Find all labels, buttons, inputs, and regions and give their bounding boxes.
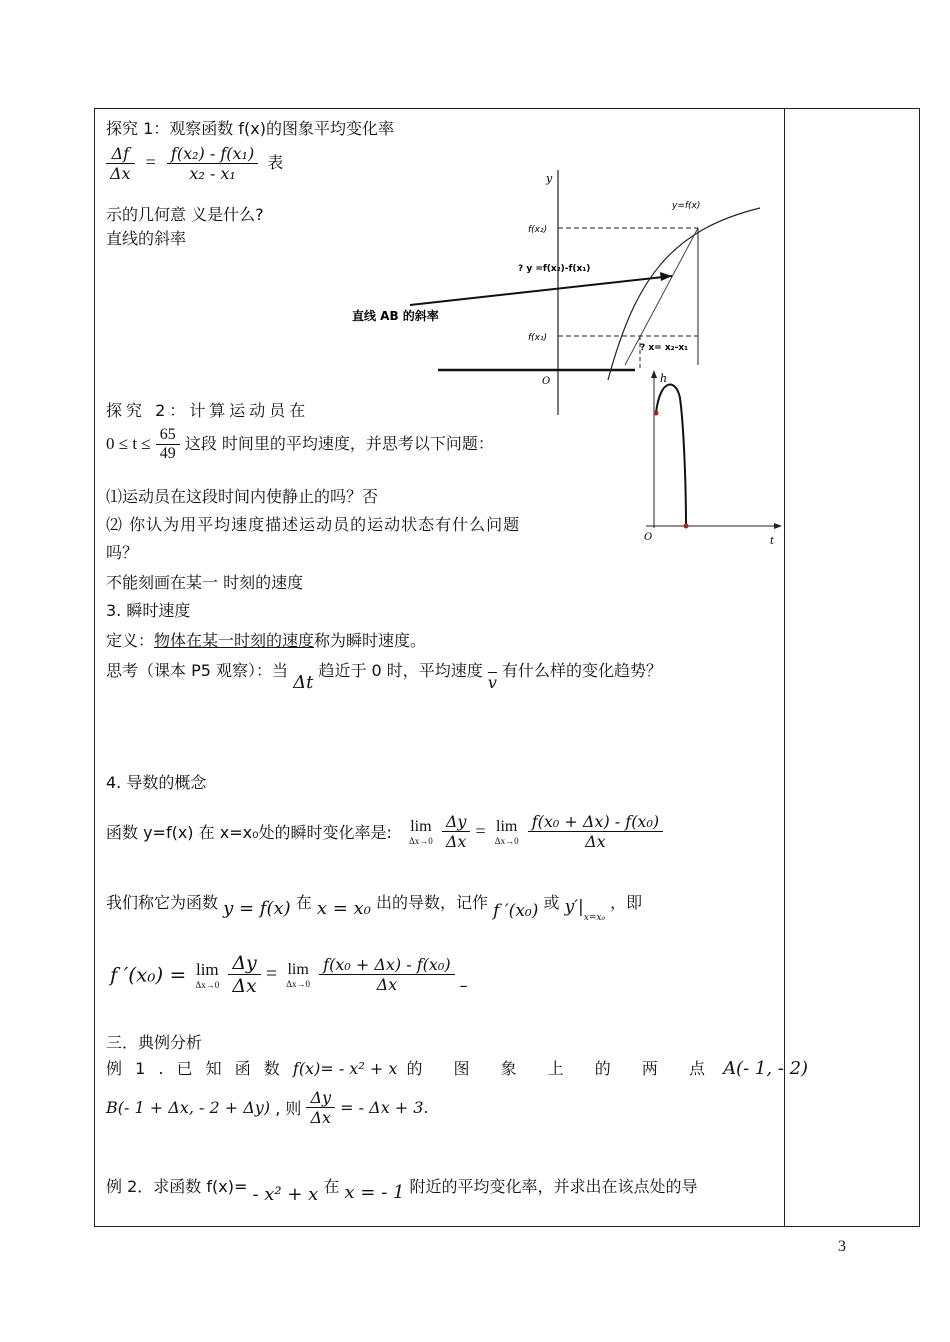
ex1-dot: . bbox=[423, 1098, 429, 1117]
section4-derivative-called bbox=[106, 890, 643, 923]
height-time-graph bbox=[636, 368, 786, 548]
example2-line bbox=[106, 1174, 698, 1205]
called-fn: y = f(x) bbox=[223, 898, 291, 919]
frac-num: f(x₀ + Δx) - f(x₀) bbox=[319, 955, 454, 975]
range-prefix: 0 ≤ t ≤ bbox=[106, 434, 151, 453]
section3-title: 3. 瞬时速度 bbox=[106, 601, 191, 620]
fx2-label: f(x₂) bbox=[528, 225, 548, 235]
dy-label: ? y =f(x₂)-f(x₁) bbox=[518, 264, 591, 274]
explore1-title: 探究 1：观察函数 f(x)的图象平均变化率 bbox=[106, 119, 394, 138]
explore1-formula bbox=[106, 144, 283, 183]
range-text: 这段 时间里的平均速度，并思考以下问题： bbox=[184, 434, 494, 453]
called-or: 或 bbox=[543, 893, 560, 912]
lim: lim bbox=[410, 817, 432, 835]
called-c: 出的导数，记作 bbox=[376, 893, 489, 912]
def-prefix: 函数 y=f(x) 在 x=x₀处的瞬时变化率是: bbox=[106, 823, 392, 842]
ex2-c: 附近的平均变化率，并求出在该点处的导 bbox=[409, 1177, 698, 1196]
start-point bbox=[654, 411, 659, 416]
frac-num: f(x₂) - f(x₁) bbox=[167, 144, 258, 164]
y-axis-label: y bbox=[546, 172, 553, 185]
frac-den: Δx bbox=[585, 832, 606, 851]
arrow-line bbox=[410, 276, 672, 305]
ex2-pt: x = - 1 bbox=[344, 1182, 405, 1203]
tail-text: 表 bbox=[267, 153, 284, 172]
lim-sub: Δx→0 bbox=[195, 979, 220, 990]
lim-sub: Δx→0 bbox=[408, 835, 433, 846]
trajectory-curve bbox=[656, 384, 686, 526]
lim-sub: Δx→0 bbox=[494, 835, 519, 846]
def-prefix: 定义： bbox=[106, 631, 155, 650]
called-d2: y′| bbox=[564, 897, 584, 917]
called-d2-sub: x=x₀ bbox=[583, 913, 606, 923]
curve-label: y=f(x) bbox=[672, 201, 701, 211]
end-point bbox=[684, 524, 689, 529]
frac-num: Δy bbox=[228, 952, 260, 975]
explore1-answer: 直线的斜率 bbox=[106, 229, 187, 248]
dx-label: ? x= x₂-x₁ bbox=[640, 343, 689, 353]
called-pt: x = x₀ bbox=[316, 898, 371, 919]
equals: = bbox=[475, 821, 486, 841]
example1-line1 bbox=[106, 1056, 808, 1079]
explore1-question: 示的几何意 义是什么? bbox=[106, 205, 264, 224]
ex1-point-a: A(- 1, - 2) bbox=[723, 1058, 809, 1079]
deriv-dash: – bbox=[459, 976, 468, 995]
explore2-q2: ⑵ 你认为用平均速度描述运动员的运动状态有什么问题 bbox=[106, 515, 521, 534]
ab-slope-label: 直线 AB 的斜率 bbox=[352, 309, 439, 323]
origin-label: O bbox=[542, 376, 551, 387]
t-axis-label: t bbox=[770, 536, 775, 547]
explore2-q1: ⑴运动员在这段时间内使静止的吗？否 bbox=[106, 487, 379, 506]
frac-num: f(x₀ + Δx) - f(x₀) bbox=[528, 812, 663, 832]
equals: = bbox=[145, 152, 156, 172]
ex2-a: 例 2．求函数 f(x)= bbox=[106, 1177, 248, 1196]
fx1-label: f(x₁) bbox=[528, 333, 548, 343]
explore2-answer: 不能刻画在某一 时刻的速度 bbox=[106, 573, 304, 592]
deriv-lhs: f ′(x₀) = bbox=[110, 962, 187, 987]
frac-den: Δx bbox=[445, 832, 467, 851]
section4-title: 4. 导数的概念 bbox=[106, 773, 207, 792]
frac-num: Δy bbox=[306, 1088, 335, 1108]
frac-den: x₂ - x₁ bbox=[189, 164, 236, 183]
called-e: ，即 bbox=[610, 893, 643, 912]
section3-definition bbox=[106, 628, 426, 651]
example1-line2 bbox=[106, 1088, 429, 1127]
v-bar: $\overline{v}$ bbox=[487, 673, 497, 692]
h-axis-label: h bbox=[660, 372, 668, 385]
think-prefix: 思考（课本 P5 观察）：当 bbox=[106, 661, 289, 680]
ex2-b: 在 bbox=[323, 1177, 340, 1196]
explore2-title: 探究 2：计算运动员在 bbox=[106, 401, 310, 420]
ex1-result: = - Δx + 3 bbox=[340, 1098, 424, 1117]
def-underlined: 物体在某一时刻的速度 bbox=[154, 631, 315, 650]
frac-num: Δy bbox=[442, 812, 471, 832]
called-b: 在 bbox=[295, 893, 312, 912]
lim: lim bbox=[287, 960, 309, 978]
ex1-point-b: B(- 1 + Δx, - 2 + Δy) bbox=[106, 1098, 271, 1117]
called-a: 我们称它为函数 bbox=[106, 893, 219, 912]
ex1-a: 例 1 . 已 知 函 数 bbox=[106, 1059, 284, 1078]
section3-think bbox=[106, 658, 663, 693]
lim-sub: Δx→0 bbox=[286, 978, 311, 989]
delta-t: Δt bbox=[293, 672, 314, 693]
section4-derivative-formula bbox=[110, 952, 468, 997]
lim: lim bbox=[496, 817, 518, 835]
ex1-b: 的 图 象 上 的 两 点 bbox=[406, 1059, 718, 1078]
frac-den: Δx bbox=[310, 1108, 332, 1127]
ex2-fn: - x² + x bbox=[252, 1184, 319, 1205]
frac-den: Δx bbox=[110, 164, 131, 183]
def-suffix: 称为瞬时速度。 bbox=[314, 631, 427, 650]
equals: = bbox=[265, 963, 278, 985]
frac-den: 49 bbox=[159, 445, 176, 462]
frac-den: Δx bbox=[232, 975, 257, 997]
lim: lim bbox=[195, 959, 219, 979]
think-suffix: 有什么样的变化趋势？ bbox=[502, 661, 663, 680]
frac-num: Δf bbox=[106, 144, 135, 164]
frac-num: 65 bbox=[156, 426, 180, 445]
explore2-q2b: 吗？ bbox=[106, 543, 139, 562]
think-mid: 趋近于 0 时，平均速度 bbox=[318, 661, 483, 680]
explore2-range bbox=[106, 426, 494, 463]
frac-den: Δx bbox=[376, 975, 398, 994]
origin-label: O bbox=[644, 532, 653, 543]
ex1-then: , 则 bbox=[275, 1099, 302, 1118]
page-number: 3 bbox=[838, 1238, 846, 1255]
examples-title: 三．典例分析 bbox=[106, 1033, 203, 1052]
ex1-fn: f(x)= - x² + x bbox=[292, 1059, 398, 1078]
section4-limit-def bbox=[106, 812, 663, 851]
called-d1: f ′(x₀) bbox=[493, 901, 539, 921]
